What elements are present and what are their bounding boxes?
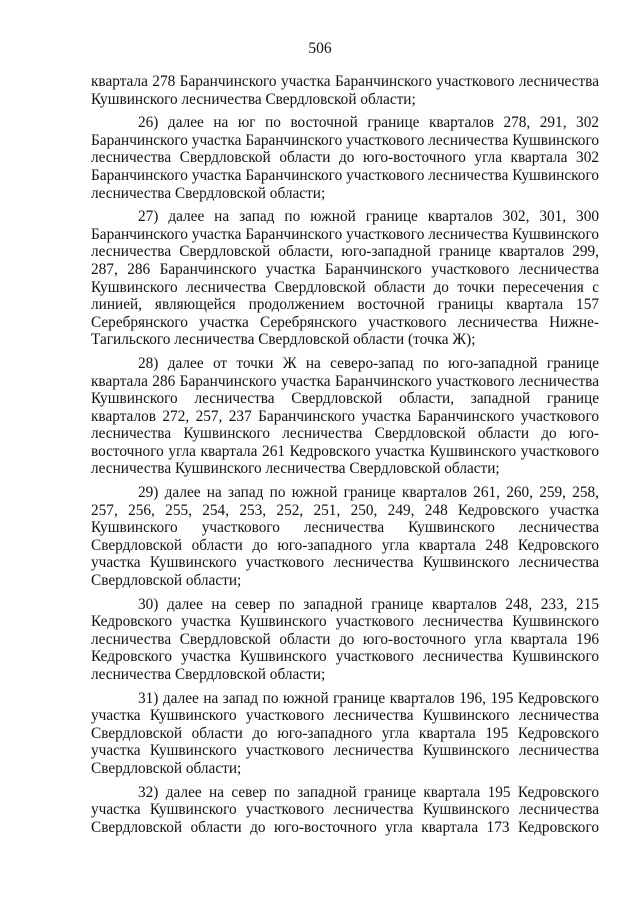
paragraph-item-26: 26) далее на юг по восточной границе кварталов 278, 291, 302 Баранчинского участка Баранчинского участкового лесничества Кушвинского лесничества Свердловской области до юго-восточного угла квартала 302 Баранчинского участка Баранчинского участкового лесничества Кушвинского лесничества Свердловской области; <box>91 114 599 202</box>
paragraph-item-29: 29) далее на запад по южной границе кварталов 261, 260, 259, 258, 257, 256, 255, 254, 253, 252, 251, 250, 249, 248 Кедровского участка Кушвинского участкового лесничества Кушвинского лесничества Свердловской области до юго-западного угла квартала 248 Кедровского участка Кушвинского участкового лесничества Кушвинского лесничества Свердловской области; <box>91 484 599 590</box>
paragraph-item-27: 27) далее на запад по южной границе кварталов 302, 301, 300 Баранчинского участка Баранчинского участкового лесничества Кушвинского лесничества Свердловской области, юго-западной границе кварталов 299, 287, 286 Баранчинского участка Баранчинского участкового лесничества Кушвинского лесничества Свердловской области до точки пересечения с линией, являющейся продолжением восточной границы квартала 157 Серебрянского участка Серебрянского участкового лесничества Нижне-Тагильского лесничества Свердловской области (точка Ж); <box>91 208 599 349</box>
paragraph-item-32: 32) далее на север по западной границе квартала 195 Кедровского участка Кушвинского участкового лесничества Кушвинского лесничества Свердловской области до юго-восточного угла квартала 173 Кедровского <box>91 783 599 836</box>
document-body <box>91 73 599 836</box>
page-number: 506 <box>308 40 332 57</box>
paragraph-item-31: 31) далее на запад по южной границе кварталов 196, 195 Кедровского участка Кушвинского участкового лесничества Кушвинского лесничества Свердловской области до юго-западного угла квартала 195 Кедровского участка Кушвинского участкового лесничества Кушвинского лесничества Свердловской области; <box>91 689 599 777</box>
paragraph-item-30: 30) далее на север по западной границе кварталов 248, 233, 215 Кедровского участка Кушвинского участкового лесничества Кушвинского лесничества Свердловской области до юго-восточного угла квартала 196 Кедровского участка Кушвинского участкового лесничества Кушвинского лесничества Свердловской области; <box>91 595 599 683</box>
paragraph-continuation: квартала 278 Баранчинского участка Баранчинского участкового лесничества Кушвинского лесничества Свердловской области; <box>91 73 599 108</box>
paragraph-item-28: 28) далее от точки Ж на северо-запад по юго-западной границе квартала 286 Баранчинского участка Баранчинского участкового лесничества Кушвинского лесничества Свердловской области, западной границе кварталов 272, 257, 237 Баранчинского участка Баранчинского участкового лесничества Кушвинского лесничества Свердловской области до юго-восточного угла квартала 261 Кедровского участка Кушвинского участкового лесничества Кушвинского лесничества Свердловской области; <box>91 354 599 478</box>
